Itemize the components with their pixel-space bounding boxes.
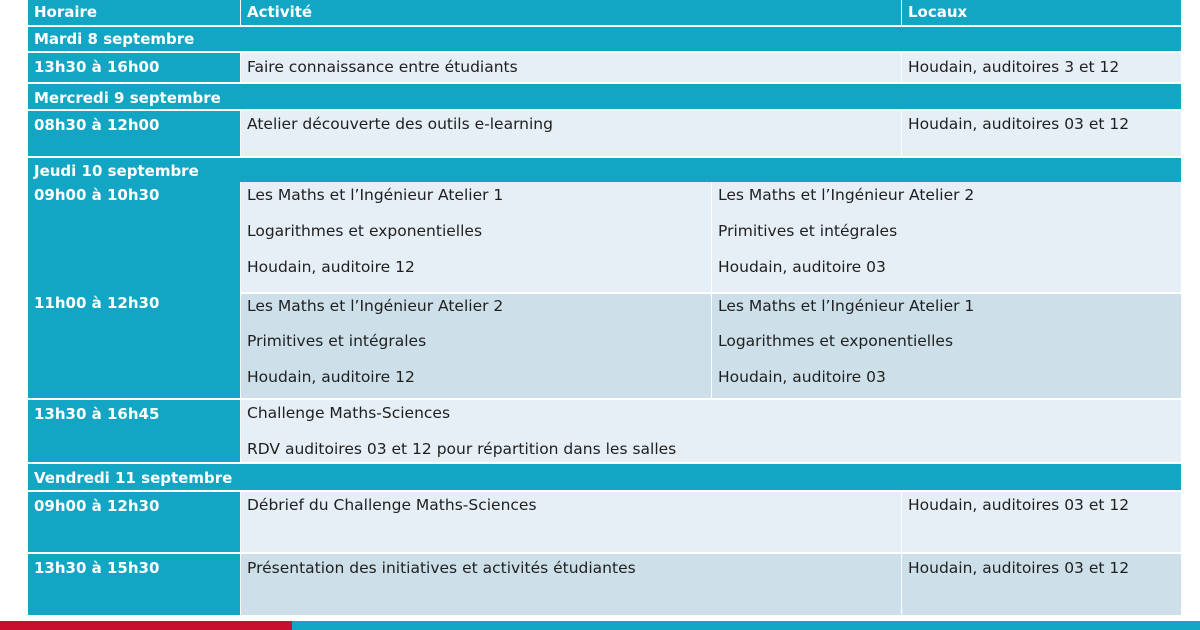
header-horaire: Horaire (34, 3, 98, 21)
activity-cell: Faire connaissance entre étudiants (240, 53, 901, 82)
table-row (28, 398, 1181, 462)
time-cell: 13h30 à 16h00 (28, 53, 240, 82)
activity-line: RDV auditoires 03 et 12 pour répartition dans les salles (247, 440, 677, 458)
activity-cell: Débrief du Challenge Maths-Sciences (240, 492, 901, 552)
workshop-title: Les Maths et l’Ingénieur Atelier 1 (718, 297, 975, 315)
workshop-cell-left (240, 182, 711, 292)
day-header-jeudi (28, 156, 1181, 182)
workshop-title: Les Maths et l’Ingénieur Atelier 2 (247, 297, 504, 315)
location-cell: Houdain, auditoires 03 et 12 (901, 554, 1181, 615)
time-column (28, 182, 240, 398)
day-title: Mercredi 9 septembre (34, 89, 221, 107)
table-header (28, 0, 1181, 25)
location-cell: Houdain, auditoires 3 et 12 (901, 53, 1181, 82)
day-title: Vendredi 11 septembre (34, 469, 233, 487)
workshop-room: Houdain, auditoire 03 (718, 368, 886, 386)
location-cell: Houdain, auditoires 03 et 12 (901, 111, 1181, 156)
workshop-title: Les Maths et l’Ingénieur Atelier 1 (247, 186, 504, 204)
location-cell: Houdain, auditoires 03 et 12 (901, 492, 1181, 552)
bottom-accent-bar-red (0, 621, 292, 630)
thursday-morning-block (28, 182, 1181, 398)
day-header-mardi (28, 25, 1181, 51)
workshop-title: Les Maths et l’Ingénieur Atelier 2 (718, 186, 975, 204)
table-row (28, 490, 1181, 552)
table-row (28, 51, 1181, 82)
workshop-room: Houdain, auditoire 12 (247, 368, 415, 386)
workshop-room: Houdain, auditoire 03 (718, 258, 886, 276)
time-cell: 13h30 à 15h30 (28, 554, 240, 615)
time-label: 11h00 à 12h30 (34, 294, 160, 312)
time-cell: 08h30 à 12h00 (28, 111, 240, 156)
workshop-cell-right (711, 292, 1181, 398)
workshop-topic: Primitives et intégrales (247, 332, 427, 350)
workshop-topic: Logarithmes et exponentielles (718, 332, 954, 350)
day-header-vendredi (28, 462, 1181, 490)
day-header-mercredi (28, 82, 1181, 109)
activity-cell (240, 400, 1181, 462)
workshop-topic: Primitives et intégrales (718, 222, 898, 240)
time-cell: 09h00 à 12h30 (28, 492, 240, 552)
day-title: Mardi 8 septembre (34, 30, 195, 48)
table-row (28, 552, 1181, 615)
workshop-cell-right (711, 182, 1181, 292)
bottom-accent-bar-teal (292, 621, 1200, 630)
header-locaux: Locaux (901, 0, 1181, 25)
header-activite: Activité (240, 0, 901, 25)
workshop-topic: Logarithmes et exponentielles (247, 222, 483, 240)
activity-cell: Présentation des initiatives et activités étudiantes (240, 554, 901, 615)
time-cell: 13h30 à 16h45 (28, 400, 240, 462)
time-label: 09h00 à 10h30 (34, 186, 160, 204)
day-title: Jeudi 10 septembre (34, 162, 199, 180)
workshop-room: Houdain, auditoire 12 (247, 258, 415, 276)
table-row (28, 109, 1181, 156)
workshop-cell-left (240, 292, 711, 398)
activity-line: Challenge Maths-Sciences (247, 404, 451, 422)
activity-cell: Atelier découverte des outils e-learning (240, 111, 901, 156)
